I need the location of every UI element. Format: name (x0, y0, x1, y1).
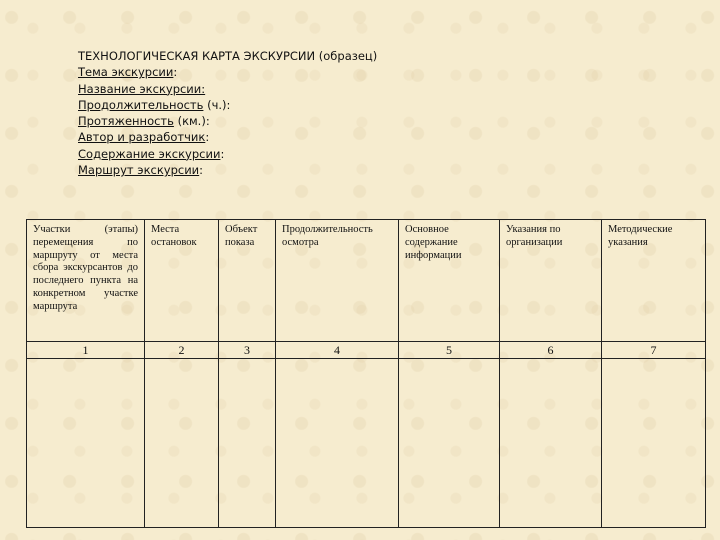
field-topic-label: Тема экскурсии (78, 65, 174, 80)
field-topic-suffix: : (173, 65, 178, 80)
field-author-suffix: : (205, 130, 210, 145)
column-number: 7 (602, 342, 706, 359)
table-cell[interactable] (500, 358, 602, 527)
card-title: ТЕХНОЛОГИЧЕСКАЯ КАРТА ЭКСКУРСИИ (образец) (78, 49, 378, 63)
table-cell[interactable] (27, 358, 145, 527)
field-duration-suffix: (ч.): (203, 97, 231, 112)
field-author (78, 129, 377, 145)
column-number: 4 (276, 342, 399, 359)
field-content (78, 146, 377, 162)
column-number: 2 (145, 342, 219, 359)
field-length-suffix: (км.): (173, 114, 210, 129)
field-route-suffix: : (199, 163, 204, 178)
field-route (78, 162, 377, 178)
field-duration-label: Продолжительность (78, 97, 204, 112)
field-route-label: Маршрут экскурсии (78, 163, 200, 178)
card-header (78, 48, 377, 178)
column-number: 6 (500, 342, 602, 359)
field-length-label: Протяженность (78, 114, 174, 129)
column-header: Участки (этапы) перемещения по маршруту от места сбора экскурсантов до последнего пункта на конкретном участке маршрута (27, 220, 145, 342)
column-number: 5 (399, 342, 500, 359)
field-name-label: Название экскурсии: (78, 81, 206, 96)
column-number: 3 (219, 342, 276, 359)
column-number: 1 (27, 342, 145, 359)
table-cell[interactable] (145, 358, 219, 527)
table-row-empty (27, 358, 706, 527)
column-header: Места остановок (145, 220, 219, 342)
field-content-suffix: : (220, 146, 225, 161)
table-cell[interactable] (602, 358, 706, 527)
field-duration (78, 97, 377, 113)
field-content-label: Содержание экскурсии (78, 146, 221, 161)
table-cell[interactable] (219, 358, 276, 527)
table-header-row (27, 220, 706, 342)
column-header: Объект показа (219, 220, 276, 342)
table-cell[interactable] (399, 358, 500, 527)
table-cell[interactable] (276, 358, 399, 527)
field-name (78, 81, 377, 97)
column-header: Методические указания (602, 220, 706, 342)
field-topic (78, 64, 377, 80)
column-number-row (27, 342, 706, 359)
column-header: Основное содержание информации (399, 220, 500, 342)
field-length (78, 113, 377, 129)
column-header: Продолжительность осмотра (276, 220, 399, 342)
excursion-card-table (26, 219, 706, 528)
field-author-label: Автор и разработчик (78, 130, 206, 145)
column-header: Указания по организации (500, 220, 602, 342)
